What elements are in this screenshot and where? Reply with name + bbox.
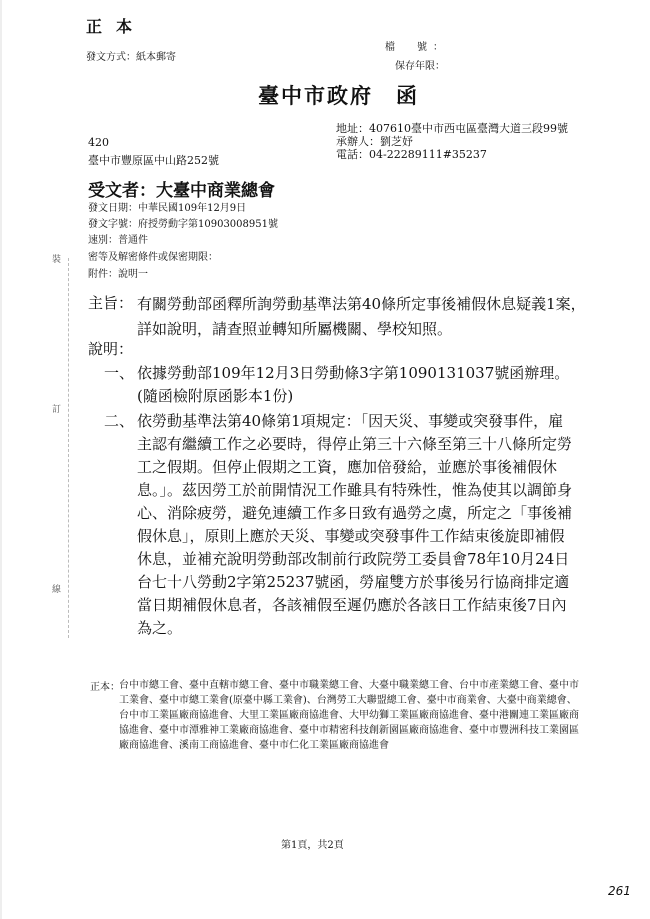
subject-text: 有關勞動部函釋所詢勞動基準法第40條所定事後補假休息疑義1案，詳如說明，請查照並轉知所屬機關、學校知照。 [137, 295, 586, 338]
binding-mark-middle: 訂 [52, 405, 62, 415]
document-title: 臺中市政府 函 [258, 83, 419, 108]
binding-mark-bottom: 線 [52, 585, 62, 595]
recipient: 受文者：大臺中商業總會 [88, 181, 275, 201]
subject-label: 主旨： [88, 294, 134, 312]
original-copy-stamp: 正本 [86, 17, 147, 36]
handwritten-page-number: 261 [608, 884, 631, 898]
explanation-label: 說明： [88, 340, 134, 358]
item-number: 一、 [104, 364, 135, 382]
cc-label: 正本： [90, 682, 120, 693]
addressee-zip: 420 [88, 136, 109, 149]
file-number-label: 檔 號： [385, 42, 449, 53]
sender-info [336, 122, 576, 161]
document-number: 發文字號：府授勞動字第10903008951號 [88, 219, 278, 230]
cc-list: 台中市總工會、臺中直轄市總工會、臺中市職業總工會、大臺中職業總工會、台中市產業總工會、臺中市工業會、臺中市總工業會(原臺中縣工業會)、台灣勞工大聯盟總工會、臺中市商業會、大臺中商業總會、台中市工業區廠商協進會、大里工業區廠商協進會、大甲幼獅工業區廠商協進會、臺中港關連工業區廠商協進會、臺中市潭雅神工業廠商協進會、臺中市精密科技創新園區廠商協進會、臺中市豐洲科技工業園區廠商協進會、溪南工商協進會、臺中市仁化工業區廠商協進會 [119, 680, 579, 751]
speed-class: 速別：普通件 [88, 235, 148, 246]
send-method: 發文方式：紙本郵寄 [86, 52, 176, 63]
security-level: 密等及解密條件或保密期限： [88, 252, 218, 263]
retention-label: 保存年限： [395, 61, 445, 72]
attachment: 附件：說明一 [88, 269, 148, 280]
sender-address: 地址：407610臺中市西屯區臺灣大道三段99號 [336, 122, 568, 135]
binding-mark-top: 裝 [52, 255, 62, 265]
issue-date: 發文日期：中華民國109年12月9日 [88, 203, 247, 214]
explanation-item: 依據勞動部109年12月3日勞動條3字第1090131037號函辦理。(隨函檢附原函影本1份) [137, 364, 570, 405]
item-number: 二、 [104, 412, 135, 430]
binding-line [68, 258, 70, 638]
page-number: 第1頁，共2頁 [281, 840, 344, 851]
addressee-address: 臺中市豐原區中山路252號 [88, 154, 219, 167]
contact-phone: 電話：04-22289111#35237 [336, 148, 487, 161]
contact-person: 承辦人：劉芝妤 [336, 135, 413, 148]
explanation-item: 依勞動基準法第40條第1項規定：「因天災、事變或突發事件，雇主認有繼續工作之必要時，得停止第三十六條至第三十八條所定勞工之假期。但停止假期之工資，應加倍發給，並應於事後補假休息。」。茲因勞工於前開情況工作雖具有特殊性，惟為使其以調節身心、消除疲勞，避免連續工作多日致有過勞之虞，所定之「事後補假休息」，原則上應於天災、事變或突發事件工作結束後旋即補假休息，並補充說明勞動部改制前行政院勞工委員會78年10月24日台七十八勞動2字第25237號函，勞雇雙方於事後另行協商排定適當日期補假休息者，各該補假至遲仍應於各該日工作結束後7日內為之。 [137, 412, 573, 637]
